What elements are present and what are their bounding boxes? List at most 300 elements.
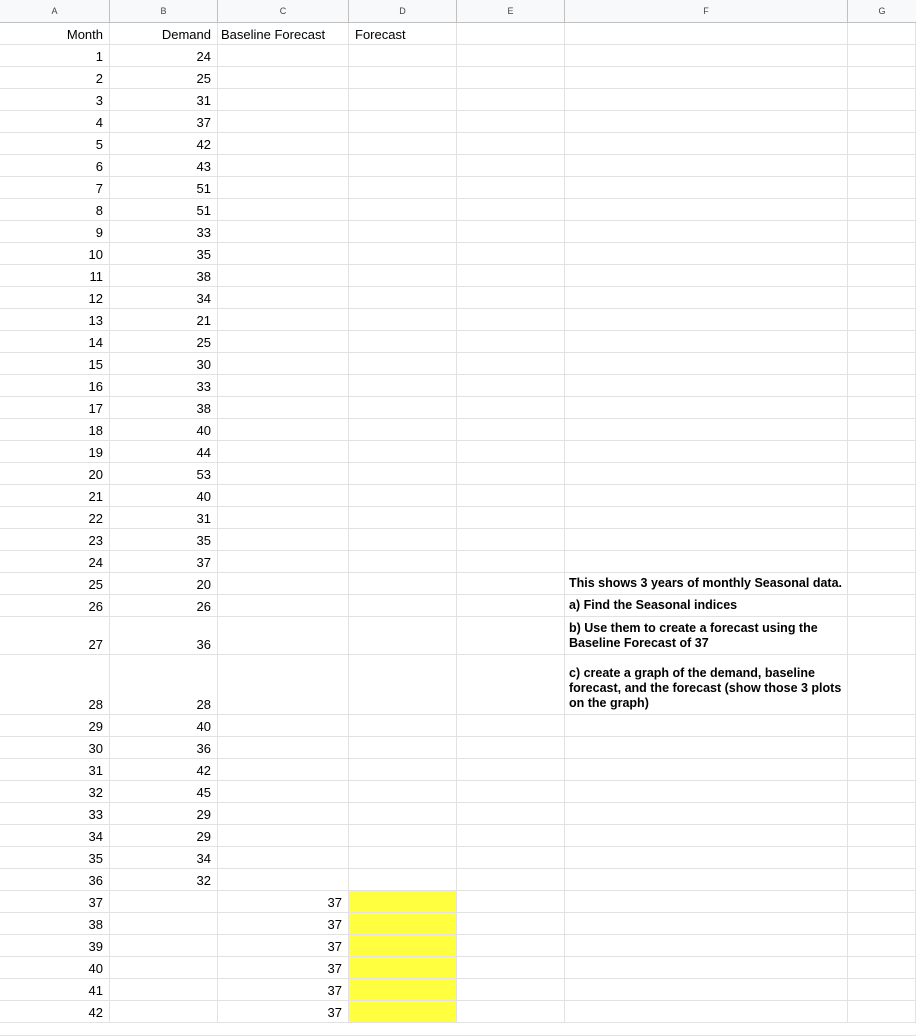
- cell-demand[interactable]: [110, 463, 218, 484]
- cell-baseline[interactable]: [218, 463, 349, 484]
- cell-g[interactable]: [848, 331, 916, 352]
- cell-e[interactable]: [457, 825, 565, 846]
- cell-demand[interactable]: [110, 913, 218, 934]
- cell-month[interactable]: [0, 485, 110, 506]
- cell-f[interactable]: [565, 441, 848, 462]
- cell-baseline[interactable]: [218, 573, 349, 594]
- cell-e[interactable]: [457, 869, 565, 890]
- cell-g[interactable]: [848, 935, 916, 956]
- header-cell-forecast[interactable]: [349, 23, 457, 44]
- cell-month[interactable]: [0, 67, 110, 88]
- cell-forecast[interactable]: [349, 759, 457, 780]
- cell-f[interactable]: [565, 287, 848, 308]
- cell-e[interactable]: [457, 715, 565, 736]
- cell-e[interactable]: [457, 111, 565, 132]
- forecast-input-cell[interactable]: [349, 957, 457, 978]
- cell-f[interactable]: [565, 891, 848, 912]
- forecast-input-cell[interactable]: [349, 913, 457, 934]
- cell-baseline[interactable]: [218, 825, 349, 846]
- cell-g[interactable]: [848, 89, 916, 110]
- cell-g[interactable]: [848, 781, 916, 802]
- cell-f[interactable]: [565, 177, 848, 198]
- cell-e[interactable]: [457, 529, 565, 550]
- cell-baseline[interactable]: [218, 331, 349, 352]
- cell-month[interactable]: [0, 419, 110, 440]
- cell-demand[interactable]: [110, 331, 218, 352]
- cell-month[interactable]: [0, 463, 110, 484]
- cell-demand[interactable]: [110, 825, 218, 846]
- cell-e[interactable]: [457, 551, 565, 572]
- cell-month[interactable]: [0, 891, 110, 912]
- cell-f[interactable]: [565, 265, 848, 286]
- cell-f[interactable]: [565, 825, 848, 846]
- cell-forecast[interactable]: [349, 441, 457, 462]
- cell-e[interactable]: [457, 957, 565, 978]
- cell-e[interactable]: [457, 265, 565, 286]
- cell-baseline[interactable]: [218, 375, 349, 396]
- cell-f[interactable]: [565, 375, 848, 396]
- cell-g[interactable]: [848, 847, 916, 868]
- cell-f[interactable]: [565, 573, 848, 594]
- column-header-a[interactable]: A: [0, 0, 110, 22]
- cell-g[interactable]: [848, 243, 916, 264]
- cell-month[interactable]: [0, 825, 110, 846]
- cell-forecast[interactable]: [349, 803, 457, 824]
- cell-baseline[interactable]: [218, 759, 349, 780]
- cell-e[interactable]: [457, 979, 565, 1000]
- cell-f[interactable]: [565, 759, 848, 780]
- cell-month[interactable]: [0, 869, 110, 890]
- cell-month[interactable]: [0, 287, 110, 308]
- cell-month[interactable]: [0, 715, 110, 736]
- cell-demand[interactable]: [110, 265, 218, 286]
- cell-baseline[interactable]: [218, 45, 349, 66]
- cell-month[interactable]: [0, 331, 110, 352]
- header-cell-f[interactable]: [565, 23, 848, 44]
- cell-month[interactable]: [0, 309, 110, 330]
- cell-baseline[interactable]: [218, 737, 349, 758]
- cell-e[interactable]: [457, 441, 565, 462]
- cell-baseline[interactable]: [218, 935, 349, 956]
- cell-baseline[interactable]: [218, 507, 349, 528]
- cell-month[interactable]: [0, 655, 110, 714]
- cell-baseline[interactable]: [218, 551, 349, 572]
- cell-forecast[interactable]: [349, 155, 457, 176]
- cell-baseline[interactable]: [218, 891, 349, 912]
- cell-e[interactable]: [457, 375, 565, 396]
- cell-f[interactable]: [565, 957, 848, 978]
- cell-baseline[interactable]: [218, 67, 349, 88]
- cell-demand[interactable]: [110, 781, 218, 802]
- column-header-g[interactable]: G: [878, 6, 886, 16]
- cell-baseline[interactable]: [218, 957, 349, 978]
- cell-forecast[interactable]: [349, 825, 457, 846]
- cell-forecast[interactable]: [349, 375, 457, 396]
- cell-g[interactable]: [848, 617, 916, 654]
- cell-month[interactable]: [0, 155, 110, 176]
- cell-g[interactable]: [848, 869, 916, 890]
- cell-g[interactable]: [848, 199, 916, 220]
- cell-e[interactable]: [457, 935, 565, 956]
- cell-g[interactable]: [848, 441, 916, 462]
- cell-baseline[interactable]: [218, 529, 349, 550]
- header-cell-month[interactable]: [0, 23, 110, 44]
- cell-demand[interactable]: [110, 199, 218, 220]
- cell-demand[interactable]: [110, 957, 218, 978]
- cell-e[interactable]: [457, 485, 565, 506]
- cell-e[interactable]: [457, 573, 565, 594]
- cell-baseline[interactable]: [218, 265, 349, 286]
- column-header-c[interactable]: C: [218, 0, 349, 22]
- cell-demand[interactable]: [110, 617, 218, 654]
- cell-e[interactable]: [457, 243, 565, 264]
- cell-baseline[interactable]: [218, 803, 349, 824]
- cell-f[interactable]: [565, 803, 848, 824]
- cell-baseline[interactable]: [218, 847, 349, 868]
- cell-e[interactable]: [457, 759, 565, 780]
- cell-month[interactable]: [0, 199, 110, 220]
- cell-e[interactable]: [457, 309, 565, 330]
- cell-f[interactable]: [565, 715, 848, 736]
- cell-demand[interactable]: [110, 803, 218, 824]
- cell-month[interactable]: [0, 595, 110, 616]
- cell-month[interactable]: [0, 759, 110, 780]
- cell-demand[interactable]: [110, 89, 218, 110]
- cell-forecast[interactable]: [349, 199, 457, 220]
- cell-forecast[interactable]: [349, 507, 457, 528]
- cell-e[interactable]: [457, 1001, 565, 1022]
- cell-demand[interactable]: [110, 287, 218, 308]
- cell-forecast[interactable]: [349, 781, 457, 802]
- cell-g[interactable]: [848, 155, 916, 176]
- cell-g[interactable]: [848, 463, 916, 484]
- cell-e[interactable]: [457, 617, 565, 654]
- cell-baseline[interactable]: [218, 419, 349, 440]
- cell-e[interactable]: [457, 221, 565, 242]
- cell-month[interactable]: [0, 111, 110, 132]
- header-cell-g[interactable]: [848, 23, 916, 44]
- cell-g[interactable]: [848, 715, 916, 736]
- cell-month[interactable]: [0, 265, 110, 286]
- cell-f[interactable]: [565, 243, 848, 264]
- cell-demand[interactable]: [110, 935, 218, 956]
- cell-forecast[interactable]: [349, 737, 457, 758]
- cell-f[interactable]: [565, 1001, 848, 1022]
- cell-demand[interactable]: [110, 155, 218, 176]
- cell-baseline[interactable]: [218, 111, 349, 132]
- cell-e[interactable]: [457, 803, 565, 824]
- header-cell-baseline[interactable]: [218, 23, 349, 44]
- cell-g[interactable]: [848, 45, 916, 66]
- cell-demand[interactable]: [110, 419, 218, 440]
- cell-g[interactable]: [848, 353, 916, 374]
- cell-forecast[interactable]: [349, 221, 457, 242]
- cell-g[interactable]: [848, 551, 916, 572]
- cell-baseline[interactable]: [218, 781, 349, 802]
- cell-demand[interactable]: [110, 595, 218, 616]
- cell-forecast[interactable]: [349, 45, 457, 66]
- cell-demand[interactable]: [110, 441, 218, 462]
- cell-e[interactable]: [457, 781, 565, 802]
- cell-g[interactable]: [848, 111, 916, 132]
- cell-e[interactable]: [457, 397, 565, 418]
- cell-baseline[interactable]: [218, 199, 349, 220]
- cell-demand[interactable]: [110, 177, 218, 198]
- cell-forecast[interactable]: [349, 485, 457, 506]
- cell-f[interactable]: [565, 737, 848, 758]
- cell-baseline[interactable]: [218, 913, 349, 934]
- cell-forecast[interactable]: [349, 331, 457, 352]
- cell-forecast[interactable]: [349, 847, 457, 868]
- cell-demand[interactable]: [110, 759, 218, 780]
- cell-f[interactable]: [565, 617, 848, 654]
- cell-g[interactable]: [848, 375, 916, 396]
- cell-e[interactable]: [457, 89, 565, 110]
- cell-demand[interactable]: [110, 309, 218, 330]
- cell-month[interactable]: [0, 935, 110, 956]
- forecast-input-cell[interactable]: [349, 1001, 457, 1022]
- cell-forecast[interactable]: [349, 463, 457, 484]
- cell-e[interactable]: [457, 507, 565, 528]
- cell-e[interactable]: [457, 595, 565, 616]
- cell-f[interactable]: [565, 979, 848, 1000]
- cell-g[interactable]: [848, 655, 916, 714]
- cell-forecast[interactable]: [349, 287, 457, 308]
- cell-g[interactable]: [848, 287, 916, 308]
- header-cell-e[interactable]: [457, 23, 565, 44]
- cell-g[interactable]: [848, 737, 916, 758]
- cell-g[interactable]: [848, 309, 916, 330]
- cell-e[interactable]: [457, 45, 565, 66]
- cell-g[interactable]: [848, 891, 916, 912]
- forecast-input-cell[interactable]: [349, 891, 457, 912]
- cell-month[interactable]: [0, 507, 110, 528]
- cell-g[interactable]: [848, 397, 916, 418]
- cell-f[interactable]: [565, 529, 848, 550]
- cell-baseline[interactable]: [218, 397, 349, 418]
- cell-g[interactable]: [848, 485, 916, 506]
- cell-baseline[interactable]: [218, 133, 349, 154]
- cell-month[interactable]: [0, 243, 110, 264]
- cell-g[interactable]: [848, 221, 916, 242]
- cell-baseline[interactable]: [218, 155, 349, 176]
- cell-e[interactable]: [457, 913, 565, 934]
- cell-demand[interactable]: [110, 507, 218, 528]
- cell-f[interactable]: [565, 935, 848, 956]
- cell-demand[interactable]: [110, 1001, 218, 1022]
- cell-f[interactable]: [565, 847, 848, 868]
- cell-month[interactable]: [0, 89, 110, 110]
- cell-e[interactable]: [457, 287, 565, 308]
- cell-forecast[interactable]: [349, 869, 457, 890]
- cell-f[interactable]: [565, 507, 848, 528]
- cell-month[interactable]: [0, 847, 110, 868]
- cell-e[interactable]: [457, 847, 565, 868]
- cell-demand[interactable]: [110, 485, 218, 506]
- cell-month[interactable]: [0, 441, 110, 462]
- cell-baseline[interactable]: [218, 655, 349, 714]
- cell-forecast[interactable]: [349, 177, 457, 198]
- cell-demand[interactable]: [110, 397, 218, 418]
- cell-demand[interactable]: [110, 869, 218, 890]
- cell-baseline[interactable]: [218, 595, 349, 616]
- cell-g[interactable]: [848, 957, 916, 978]
- cell-demand[interactable]: [110, 529, 218, 550]
- forecast-input-cell[interactable]: [349, 935, 457, 956]
- cell-f[interactable]: [565, 595, 848, 616]
- cell-baseline[interactable]: [218, 1001, 349, 1022]
- cell-baseline[interactable]: [218, 287, 349, 308]
- cell-g[interactable]: [848, 979, 916, 1000]
- cell-f[interactable]: [565, 485, 848, 506]
- cell-baseline[interactable]: [218, 89, 349, 110]
- cell-g[interactable]: [848, 529, 916, 550]
- cell-forecast[interactable]: [349, 89, 457, 110]
- cell-baseline[interactable]: [218, 221, 349, 242]
- cell-forecast[interactable]: [349, 573, 457, 594]
- cell-f[interactable]: [565, 111, 848, 132]
- cell-month[interactable]: [0, 353, 110, 374]
- cell-g[interactable]: [848, 507, 916, 528]
- cell-month[interactable]: [0, 529, 110, 550]
- cell-demand[interactable]: [110, 67, 218, 88]
- cell-e[interactable]: [457, 133, 565, 154]
- cell-forecast[interactable]: [349, 529, 457, 550]
- cell-demand[interactable]: [110, 847, 218, 868]
- cell-e[interactable]: [457, 67, 565, 88]
- cell-month[interactable]: [0, 957, 110, 978]
- cell-month[interactable]: [0, 133, 110, 154]
- header-cell-demand[interactable]: [110, 23, 218, 44]
- cell-f[interactable]: [565, 869, 848, 890]
- cell-demand[interactable]: [110, 45, 218, 66]
- cell-demand[interactable]: [110, 111, 218, 132]
- cell-demand[interactable]: [110, 551, 218, 572]
- cell-f[interactable]: [565, 89, 848, 110]
- cell-f[interactable]: [565, 419, 848, 440]
- cell-baseline[interactable]: [218, 441, 349, 462]
- cell-demand[interactable]: [110, 737, 218, 758]
- cell-forecast[interactable]: [349, 655, 457, 714]
- cell-month[interactable]: [0, 573, 110, 594]
- cell-forecast[interactable]: [349, 551, 457, 572]
- cell-f[interactable]: [565, 133, 848, 154]
- cell-g[interactable]: [848, 67, 916, 88]
- cell-forecast[interactable]: [349, 265, 457, 286]
- column-header-d[interactable]: D: [349, 0, 457, 22]
- cell-g[interactable]: [848, 177, 916, 198]
- cell-demand[interactable]: [110, 375, 218, 396]
- cell-forecast[interactable]: [349, 67, 457, 88]
- cell-f[interactable]: [565, 45, 848, 66]
- cell-month[interactable]: [0, 617, 110, 654]
- cell-f[interactable]: [565, 309, 848, 330]
- cell-f[interactable]: [565, 655, 848, 714]
- cell-demand[interactable]: [110, 891, 218, 912]
- cell-g[interactable]: [848, 595, 916, 616]
- cell-month[interactable]: [0, 737, 110, 758]
- cell-month[interactable]: [0, 551, 110, 572]
- cell-month[interactable]: [0, 375, 110, 396]
- cell-f[interactable]: [565, 331, 848, 352]
- cell-demand[interactable]: [110, 133, 218, 154]
- cell-month[interactable]: [0, 803, 110, 824]
- cell-baseline[interactable]: [218, 869, 349, 890]
- cell-forecast[interactable]: [349, 243, 457, 264]
- cell-baseline[interactable]: [218, 617, 349, 654]
- cell-e[interactable]: [457, 155, 565, 176]
- cell-f[interactable]: [565, 353, 848, 374]
- cell-f[interactable]: [565, 199, 848, 220]
- cell-demand[interactable]: [110, 715, 218, 736]
- cell-demand[interactable]: [110, 573, 218, 594]
- column-header-e[interactable]: E: [457, 0, 565, 22]
- cell-e[interactable]: [457, 891, 565, 912]
- cell-month[interactable]: [0, 979, 110, 1000]
- cell-e[interactable]: [457, 199, 565, 220]
- cell-baseline[interactable]: [218, 715, 349, 736]
- cell-e[interactable]: [457, 655, 565, 714]
- cell-forecast[interactable]: [349, 715, 457, 736]
- cell-baseline[interactable]: [218, 485, 349, 506]
- cell-g[interactable]: [848, 1001, 916, 1022]
- cell-forecast[interactable]: [349, 133, 457, 154]
- cell-month[interactable]: [0, 45, 110, 66]
- cell-f[interactable]: [565, 221, 848, 242]
- cell-g[interactable]: [848, 573, 916, 594]
- cell-f[interactable]: [565, 551, 848, 572]
- cell-forecast[interactable]: [349, 353, 457, 374]
- column-header-b[interactable]: B: [110, 0, 218, 22]
- cell-e[interactable]: [457, 331, 565, 352]
- cell-f[interactable]: [565, 913, 848, 934]
- cell-e[interactable]: [457, 419, 565, 440]
- cell-e[interactable]: [457, 463, 565, 484]
- cell-demand[interactable]: [110, 353, 218, 374]
- cell-f[interactable]: [565, 397, 848, 418]
- cell-e[interactable]: [457, 177, 565, 198]
- cell-demand[interactable]: [110, 221, 218, 242]
- cell-baseline[interactable]: [218, 309, 349, 330]
- cell-g[interactable]: [848, 759, 916, 780]
- forecast-input-cell[interactable]: [349, 979, 457, 1000]
- cell-f[interactable]: [565, 781, 848, 802]
- cell-f[interactable]: [565, 67, 848, 88]
- cell-baseline[interactable]: [218, 243, 349, 264]
- cell-forecast[interactable]: [349, 111, 457, 132]
- column-header-f[interactable]: F: [565, 0, 848, 22]
- cell-e[interactable]: [457, 353, 565, 374]
- cell-month[interactable]: [0, 913, 110, 934]
- cell-f[interactable]: [565, 155, 848, 176]
- cell-forecast[interactable]: [349, 419, 457, 440]
- cell-g[interactable]: [848, 133, 916, 154]
- cell-forecast[interactable]: [349, 595, 457, 616]
- cell-g[interactable]: [848, 803, 916, 824]
- cell-month[interactable]: [0, 781, 110, 802]
- cell-g[interactable]: [848, 825, 916, 846]
- cell-month[interactable]: [0, 1001, 110, 1022]
- cell-forecast[interactable]: [349, 309, 457, 330]
- cell-demand[interactable]: [110, 243, 218, 264]
- cell-e[interactable]: [457, 737, 565, 758]
- cell-month[interactable]: [0, 397, 110, 418]
- cell-month[interactable]: [0, 177, 110, 198]
- cell-baseline[interactable]: [218, 177, 349, 198]
- cell-baseline[interactable]: [218, 979, 349, 1000]
- cell-demand[interactable]: [110, 655, 218, 714]
- cell-g[interactable]: [848, 265, 916, 286]
